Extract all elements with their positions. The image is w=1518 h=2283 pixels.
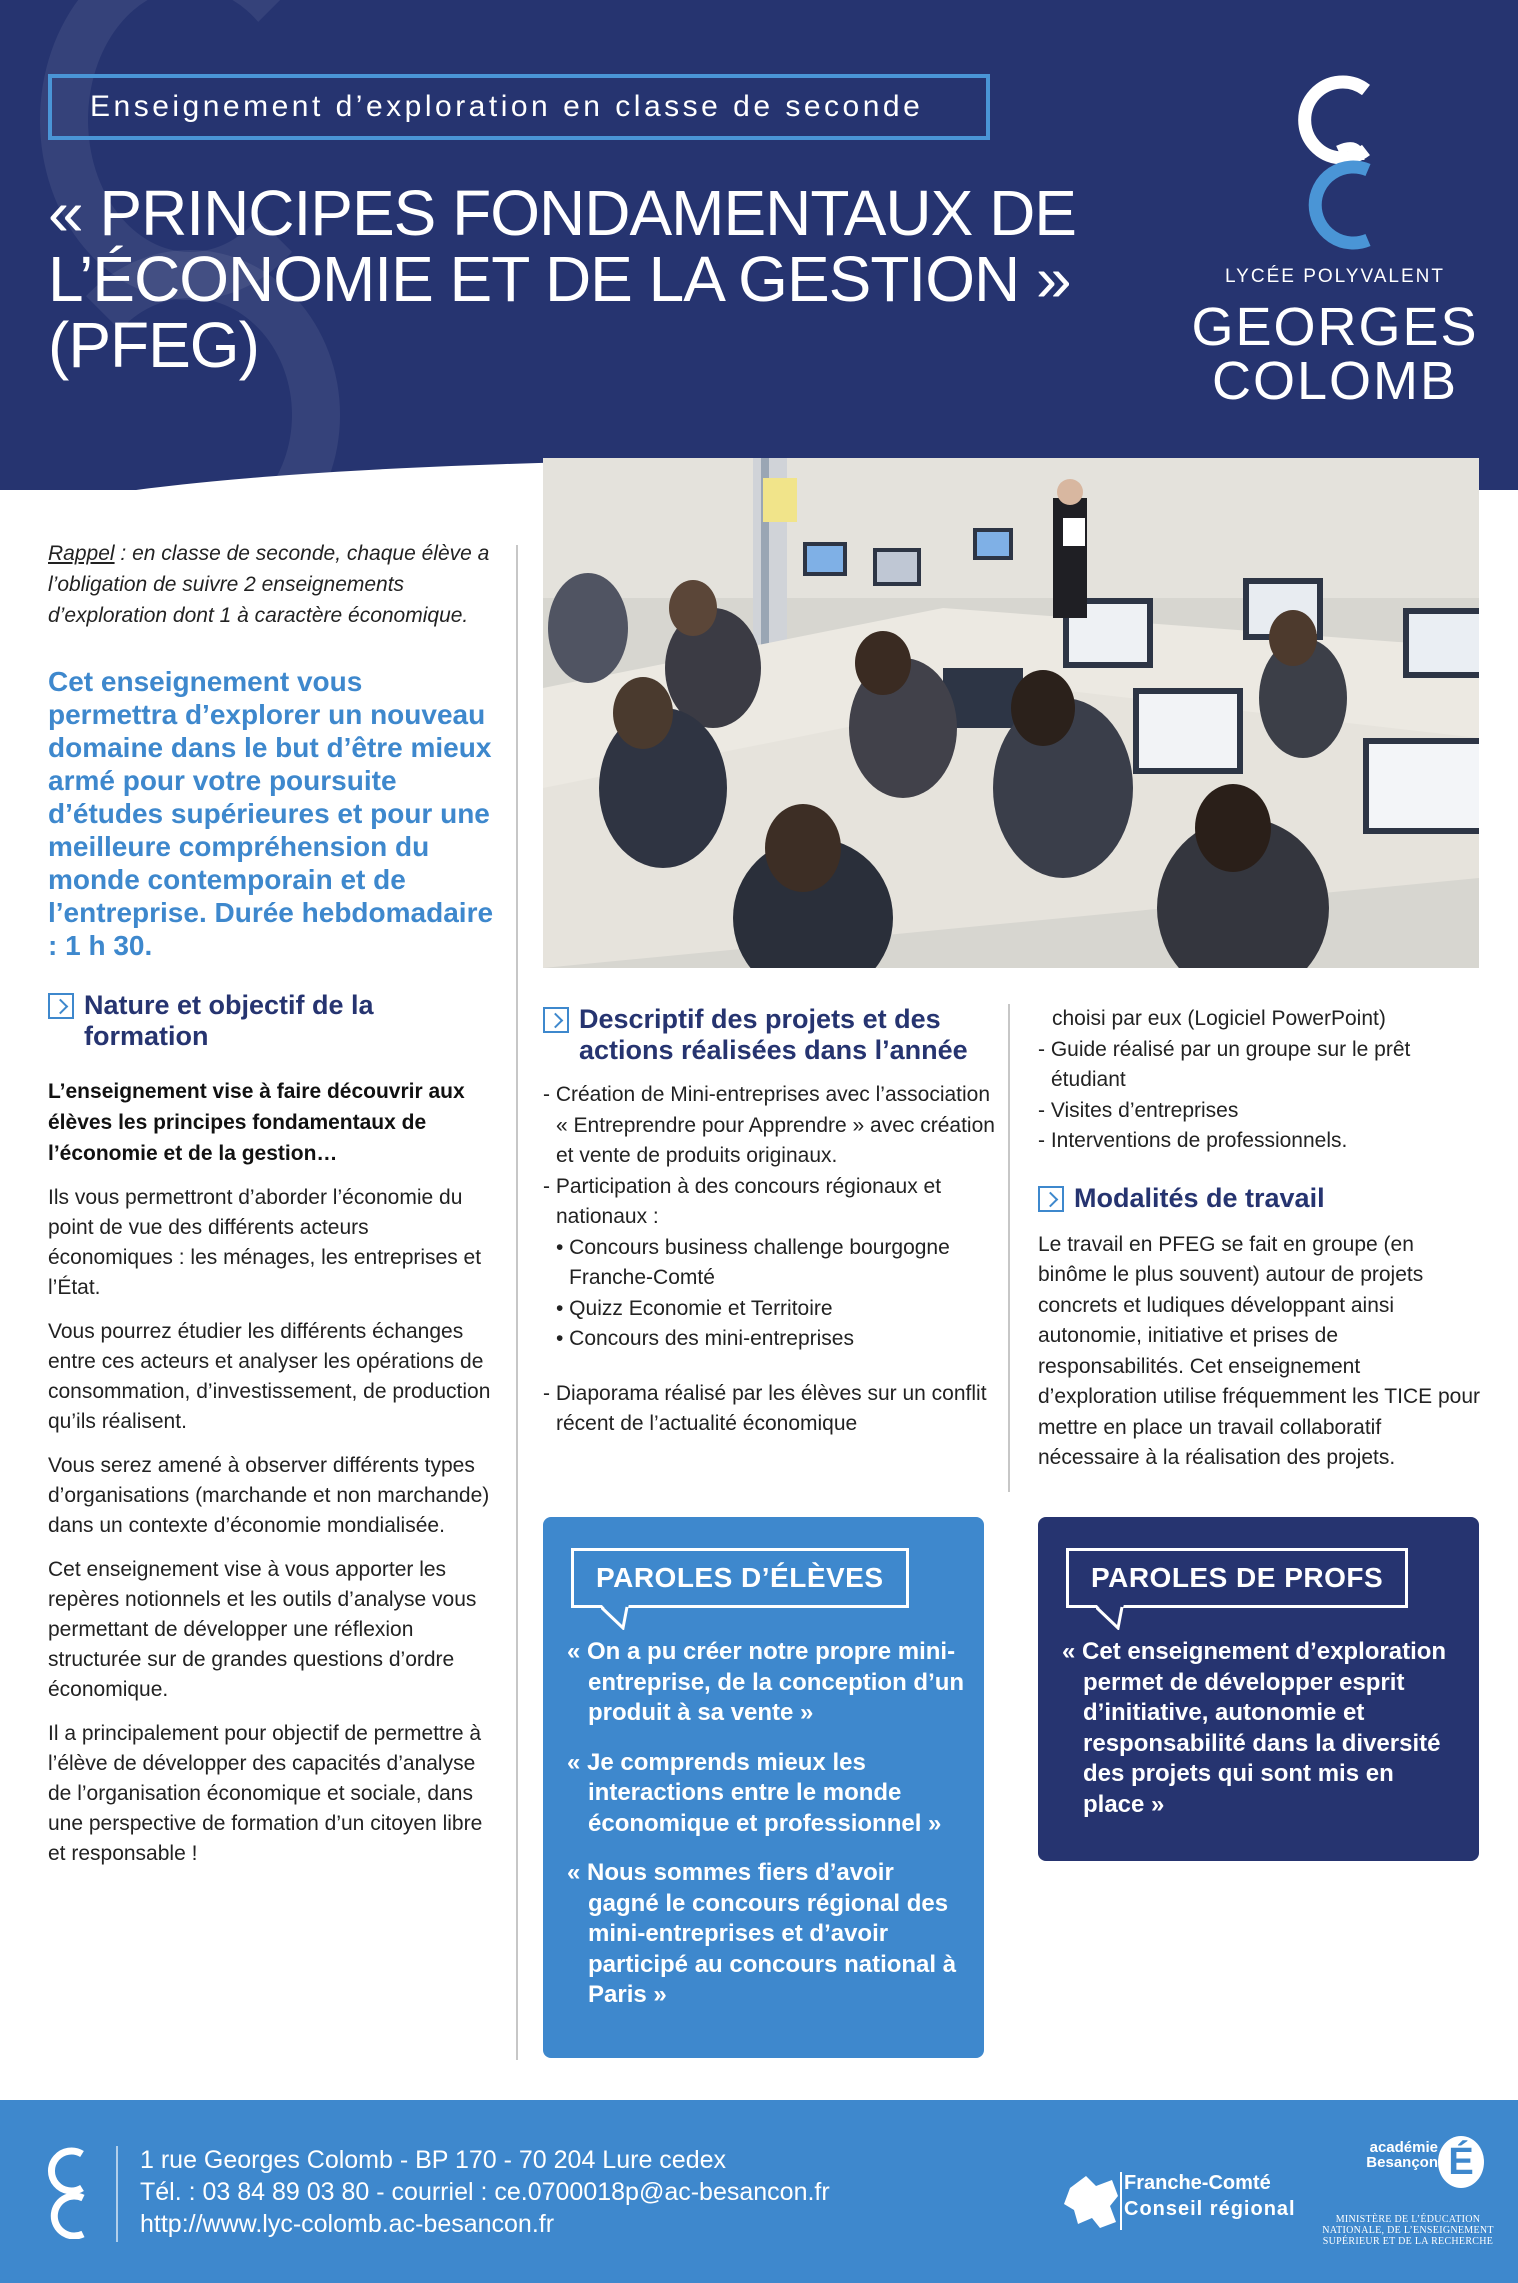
footer (0, 2100, 1518, 2283)
region-council: Conseil régional (1124, 2198, 1296, 2220)
column-divider (1008, 1004, 1010, 1492)
speech-bubble-title: PAROLES DE PROFS (1066, 1548, 1408, 1608)
list-item: - Création de Mini-entreprises avec l’association « Entreprendre pour Apprendre » avec création et vente de produits originaux. (543, 1083, 995, 1167)
list-item: - Diaporama réalisé par les élèves sur un conflit récent de l’actualité économique (543, 1381, 987, 1435)
intro-highlight: Cet enseignement vous permettra d’explorer un nouveau domaine dans le but d’être mieux armé pour votre poursuite d’études supérieures et pour une meilleure compréhension du monde contemporain et de l’entreprise. Durée hebdomadaire : 1 h 30. (48, 666, 494, 961)
projects-list-continued (1038, 1004, 1483, 1157)
list-item: - Participation à des concours régionaux et nationaux : (543, 1174, 942, 1228)
exploration-banner: Enseignement d’exploration en classe de seconde (48, 74, 990, 140)
student-quotes-box (543, 1517, 984, 2058)
list-item: • Quizz Economie et Territoire (556, 1296, 833, 1320)
body-paragraph: Vous pourrez étudier les différents échanges entre ces acteurs et analyser les opérations de consommation, d’investissement, de production qu’ils réalisent. (48, 1320, 491, 1433)
list-item: choisi par eux (Logiciel PowerPoint) (1052, 1007, 1386, 1030)
speech-bubble-title: PAROLES D’ÉLÈVES (571, 1548, 909, 1608)
academie-emblem-icon: É (1438, 2136, 1484, 2188)
left-column (48, 538, 498, 1869)
body-paragraph: Cet enseignement vise à vous apporter les repères notionnels et les outils d’analyse vous permettant de développer une réflexion structurée sur de grandes questions d’ordre économique. (48, 1558, 477, 1701)
column-divider (516, 545, 518, 2060)
list-item: - Visites d’entreprises (1038, 1098, 1239, 1122)
projects-list (543, 1080, 1003, 1440)
website-link[interactable]: http://www.lyc-colomb.ac-besancon.fr (140, 2210, 555, 2238)
modalites-text: Le travail en PFEG se fait en groupe (en binôme le plus souvent) autour de projets concrets et ludiques développant ainsi autonomie, initiative et prises de responsabilités. Cet enseignement d’exploration utilise fréquemment les TICE pour mettre en place un travail collaboratif nécessaire à la réalisation des projets. (1038, 1232, 1480, 1469)
contact-block (140, 2144, 830, 2240)
body-paragraph: Il a principalement pour objectif de permettre à l’élève de développer des capacités d’analyse de l’organisation économique et sociale, dans une perspective de formation d’un citoyen libre et responsable ! (48, 1722, 483, 1865)
quote: « Cet enseignement d’exploration permet de développer esprit d’initiative, autonomie et responsabilité dans la diversité des projets qui sont mis en place » (1062, 1638, 1447, 1818)
section-heading-projects: Descriptif des projets et des actions réalisées dans l’année (543, 1004, 1003, 1066)
classroom-photo (543, 458, 1479, 968)
chevron-right-icon (1038, 1186, 1064, 1212)
quote: « On a pu créer notre propre mini-entreprise, de la conception d’un produit à sa vente » (567, 1638, 965, 1726)
projects-column (543, 1004, 1003, 1440)
teacher-quotes (1062, 1637, 1461, 1839)
chevron-right-icon (543, 1007, 569, 1033)
school-name: GEORGES COLOMB (1191, 297, 1479, 411)
student-quotes (567, 1637, 966, 2030)
right-column (1038, 1004, 1483, 1474)
section-heading-modalites: Modalités de travail (1038, 1183, 1483, 1214)
teacher-quotes-box (1038, 1517, 1479, 1861)
academie-logo (1318, 2122, 1498, 2272)
school-subtitle: LYCÉE POLYVALENT (1225, 266, 1445, 287)
page-title: « PRINCIPES FONDAMENTAUX DE L’ÉCONOMIE ET DE LA GESTION » (PFEG) (48, 177, 1076, 381)
body-paragraph: Vous serez amené à observer différents types d’organisations (marchande et non marchande) dans un contexte d’économie mondialisée. (48, 1454, 490, 1537)
phone-email: Tél. : 03 84 89 03 80 - courriel : ce.0700018p@ac-besancon.fr (140, 2178, 830, 2206)
academie-name: académie Besançon (1366, 2139, 1438, 2171)
list-item: • Concours business challenge bourgogne Franche-Comté (556, 1235, 950, 1289)
section-heading-nature: Nature et objectif de la formation (48, 990, 498, 1052)
speech-tail-icon (1096, 1604, 1124, 1630)
region-name: Franche-Comté (1124, 2172, 1271, 2194)
body-paragraph: Ils vous permettront d’aborder l’économie du point de vue des différents acteurs économiques : les ménages, les entreprises et l’État. (48, 1186, 482, 1299)
speech-tail-icon (601, 1604, 629, 1630)
lead-paragraph: L’enseignement vise à faire découvrir aux élèves les principes fondamentaux de l’économie et de la gestion… (48, 1080, 465, 1165)
list-item: - Interventions de professionnels. (1038, 1129, 1348, 1152)
list-item: • Concours des mini-entreprises (556, 1327, 854, 1350)
ministere-name: MINISTÈRE DE L’ÉDUCATION NATIONALE, DE L’ENSEIGNEMENT SUPÉRIEUR ET DE LA RECHERCHE (1322, 2214, 1494, 2247)
school-logo-icon (1288, 70, 1388, 250)
quote: « Nous sommes fiers d’avoir gagné le concours régional des mini-entreprises et d’avoir participé au concours national à Paris » (567, 1859, 957, 2008)
header-band (0, 0, 1518, 490)
quote: « Je comprends mieux les interactions entre le monde économique et professionnel » (567, 1748, 942, 1837)
chevron-right-icon (48, 993, 74, 1019)
postal-address: 1 rue Georges Colomb - BP 170 - 70 204 Lure cedex (140, 2146, 726, 2174)
rappel-note: Rappel : en classe de seconde, chaque élève a l’obligation de suivre 2 enseignements d’exploration dont 1 à caractère économique. (48, 542, 490, 627)
footer-divider (116, 2146, 118, 2242)
list-item: - Guide réalisé par un groupe sur le prêt étudiant (1038, 1037, 1411, 1091)
school-logo-icon (42, 2144, 92, 2239)
